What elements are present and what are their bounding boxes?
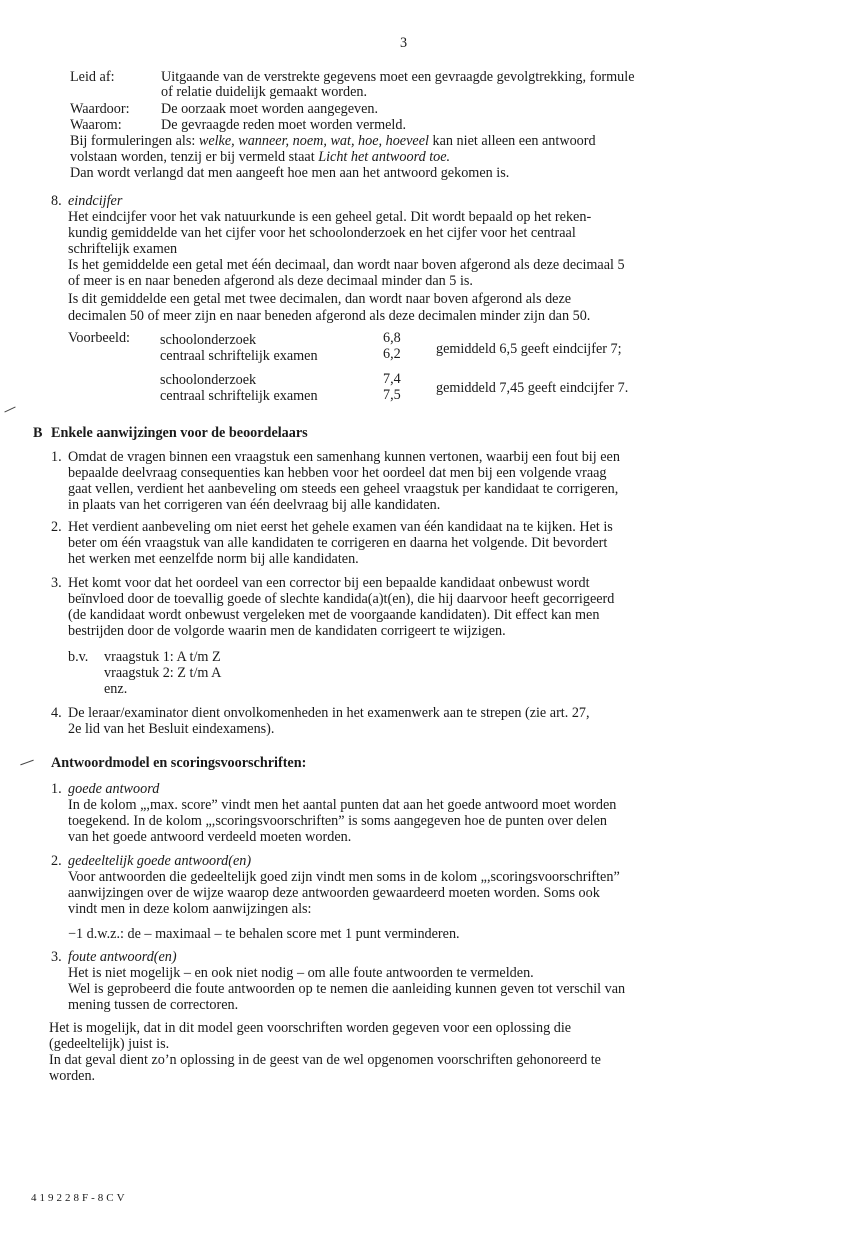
- page-number: 3: [400, 35, 408, 51]
- eindcijfer-line: kundig gemiddelde van het cijfer voor het schoolonderzoek en het cijfer voor het centraal: [68, 225, 576, 241]
- section-b-title: Enkele aanwijzingen voor de beoordelaars: [51, 425, 308, 441]
- example-value: 7,4: [383, 371, 401, 387]
- list-item-line: bepaalde deelvraag consequenties kan hebben voor het oordeel dat men bij een volgende vraag: [68, 465, 607, 481]
- definition-text: of relatie duidelijk gemaakt worden.: [161, 84, 368, 100]
- closing-line: In dat geval dient zo’n oplossing in de geest van de wel opgenomen voorschriften gehonoreerd te: [49, 1052, 601, 1068]
- list-item-line: van het goede antwoord verdeeld moeten worden.: [68, 829, 352, 845]
- list-item-line: mening tussen de correctoren.: [68, 997, 239, 1013]
- list-number: 2.: [51, 853, 62, 869]
- formulering-line: Dan wordt verlangd dat men aangeeft hoe men aan het antwoord gekomen is.: [70, 165, 510, 181]
- example-value: 6,2: [383, 346, 401, 362]
- eindcijfer-line: decimalen 50 of meer zijn en naar beneden afgerond als deze decimalen minder zijn dan 50.: [68, 308, 591, 324]
- list-item-line: aanwijzingen over de wijze waarop deze antwoorden gewaardeerd moeten worden. Soms ook: [68, 885, 600, 901]
- list-number: 3.: [51, 949, 62, 965]
- list-item-line: Voor antwoorden die gedeeltelijk goed zijn vindt men soms in de kolom „,scoringsvoorschriften”: [68, 869, 620, 885]
- list-item-line: In de kolom „,max. score” vindt men het aantal punten dat aan het goede antwoord moet worden: [68, 797, 617, 813]
- example-label: centraal schriftelijk examen: [160, 388, 318, 404]
- list-item-line: (de kandidaat wordt onbewust vergeleken met de voorgaande kandidaten). Dit effect kan men: [68, 607, 600, 623]
- example-label: schoolonderzoek: [160, 332, 257, 348]
- list-item-line: vindt men in deze kolom aanwijzingen als:: [68, 901, 312, 917]
- list-number: 3.: [51, 575, 62, 591]
- list-item-line: gaat vellen, verdient het aanbeveling om steeds een geheel vraagstuk per kandidaat te corrigeren,: [68, 481, 619, 497]
- list-number: 1.: [51, 449, 62, 465]
- list-item-line: bestrijden door de volgorde waarin men de kandidaten corrigeert te wijzigen.: [68, 623, 506, 639]
- eindcijfer-line: of meer is en naar beneden afgerond als deze decimaal minder dan 5 is.: [68, 273, 473, 289]
- list-item-line: Het verdient aanbeveling om niet eerst het gehele examen van één kandidaat na te kijken. Het is: [68, 519, 613, 535]
- voorbeeld-label: Voorbeeld:: [68, 330, 130, 346]
- list-item-line: De leraar/examinator dient onvolkomenheden in het examenwerk aan te strepen (zie art. 27,: [68, 705, 590, 721]
- example-rule: −1 d.w.z.: de – maximaal – te behalen score met 1 punt verminderen.: [68, 926, 460, 942]
- bv-line: enz.: [104, 681, 128, 697]
- closing-line: (gedeeltelijk) juist is.: [49, 1036, 170, 1052]
- example-value: 6,8: [383, 330, 401, 346]
- definition-term: Waardoor:: [70, 101, 130, 117]
- list-item-line: het werken met eenzelfde norm bij alle kandidaten.: [68, 551, 359, 567]
- list-item-line: Het is niet mogelijk – en ook niet nodig – om alle foute antwoorden te vermelden.: [68, 965, 534, 981]
- subsection-title: goede antwoord: [68, 781, 160, 797]
- definition-term: Waarom:: [70, 117, 122, 133]
- eindcijfer-line: schriftelijk examen: [68, 241, 178, 257]
- bv-line: vraagstuk 2: Z t/m A: [104, 665, 222, 681]
- item-number: 8.: [51, 193, 62, 209]
- eindcijfer-line: Is dit gemiddelde een getal met twee decimalen, dan wordt naar boven afgerond als deze: [68, 291, 572, 307]
- bv-label: b.v.: [68, 649, 89, 665]
- formulering-line: Bij formuleringen als: welke, wanneer, noem, wat, hoe, hoeveel kan niet alleen een antwoord: [70, 133, 596, 149]
- closing-line: Het is mogelijk, dat in dit model geen voorschriften worden gegeven voor een oplossing die: [49, 1020, 572, 1036]
- punch-hole-mark: [4, 407, 15, 413]
- definition-text: De oorzaak moet worden aangegeven.: [161, 101, 379, 117]
- section-c-title: Antwoordmodel en scoringsvoorschriften:: [51, 755, 307, 771]
- list-item-line: toegekend. In de kolom „,scoringsvoorschriften” is soms aangegeven hoe de punten over delen: [68, 813, 607, 829]
- subsection-title: gedeeltelijk goede antwoord(en): [68, 853, 252, 869]
- list-number: 1.: [51, 781, 62, 797]
- footer-code: 419228F-8CV: [31, 1192, 128, 1204]
- example-label: centraal schriftelijk examen: [160, 348, 318, 364]
- eindcijfer-line: Het eindcijfer voor het vak natuurkunde is een geheel getal. Dit wordt bepaald op het reken-: [68, 209, 592, 225]
- list-number: 2.: [51, 519, 62, 535]
- list-item-line: Wel is geprobeerd die foute antwoorden op te nemen die aanleiding kunnen geven tot verschil van: [68, 981, 626, 997]
- list-item-line: 2e lid van het Besluit eindexamens).: [68, 721, 275, 737]
- punch-hole-mark: [20, 760, 33, 766]
- definition-term: Leid af:: [70, 69, 115, 85]
- example-result: gemiddeld 6,5 geeft eindcijfer 7;: [436, 341, 622, 357]
- example-label: schoolonderzoek: [160, 372, 257, 388]
- eindcijfer-line: Is het gemiddelde een getal met één decimaal, dan wordt naar boven afgerond als deze decimaal 5: [68, 257, 625, 273]
- list-item-line: Omdat de vragen binnen een vraagstuk een samenhang kunnen vertonen, waarbij een fout bij een: [68, 449, 620, 465]
- formulering-line: volstaan worden, tenzij er bij vermeld staat Licht het antwoord toe.: [70, 149, 451, 165]
- section-letter: B: [33, 425, 43, 441]
- closing-line: worden.: [49, 1068, 96, 1084]
- list-item-line: beter om één vraagstuk van alle kandidaten te corrigeren en daarna het volgende. Dit bevordert: [68, 535, 608, 551]
- list-item-line: beïnvloed door de toevallig goede of slechte kandida(a)t(en), die hij daarvoor heeft gecorrigeerd: [68, 591, 615, 607]
- example-result: gemiddeld 7,45 geeft eindcijfer 7.: [436, 380, 629, 396]
- bv-line: vraagstuk 1: A t/m Z: [104, 649, 221, 665]
- definition-text: De gevraagde reden moet worden vermeld.: [161, 117, 407, 133]
- list-number: 4.: [51, 705, 62, 721]
- definition-text: Uitgaande van de verstrekte gegevens moet een gevraagde gevolgtrekking, formule: [161, 69, 635, 85]
- example-value: 7,5: [383, 387, 401, 403]
- list-item-line: Het komt voor dat het oordeel van een corrector bij een bepaalde kandidaat onbewust wordt: [68, 575, 590, 591]
- eindcijfer-title: eindcijfer: [68, 193, 123, 209]
- subsection-title: foute antwoord(en): [68, 949, 177, 965]
- list-item-line: in plaats van het corrigeren van één deelvraag bij alle kandidaten.: [68, 497, 441, 513]
